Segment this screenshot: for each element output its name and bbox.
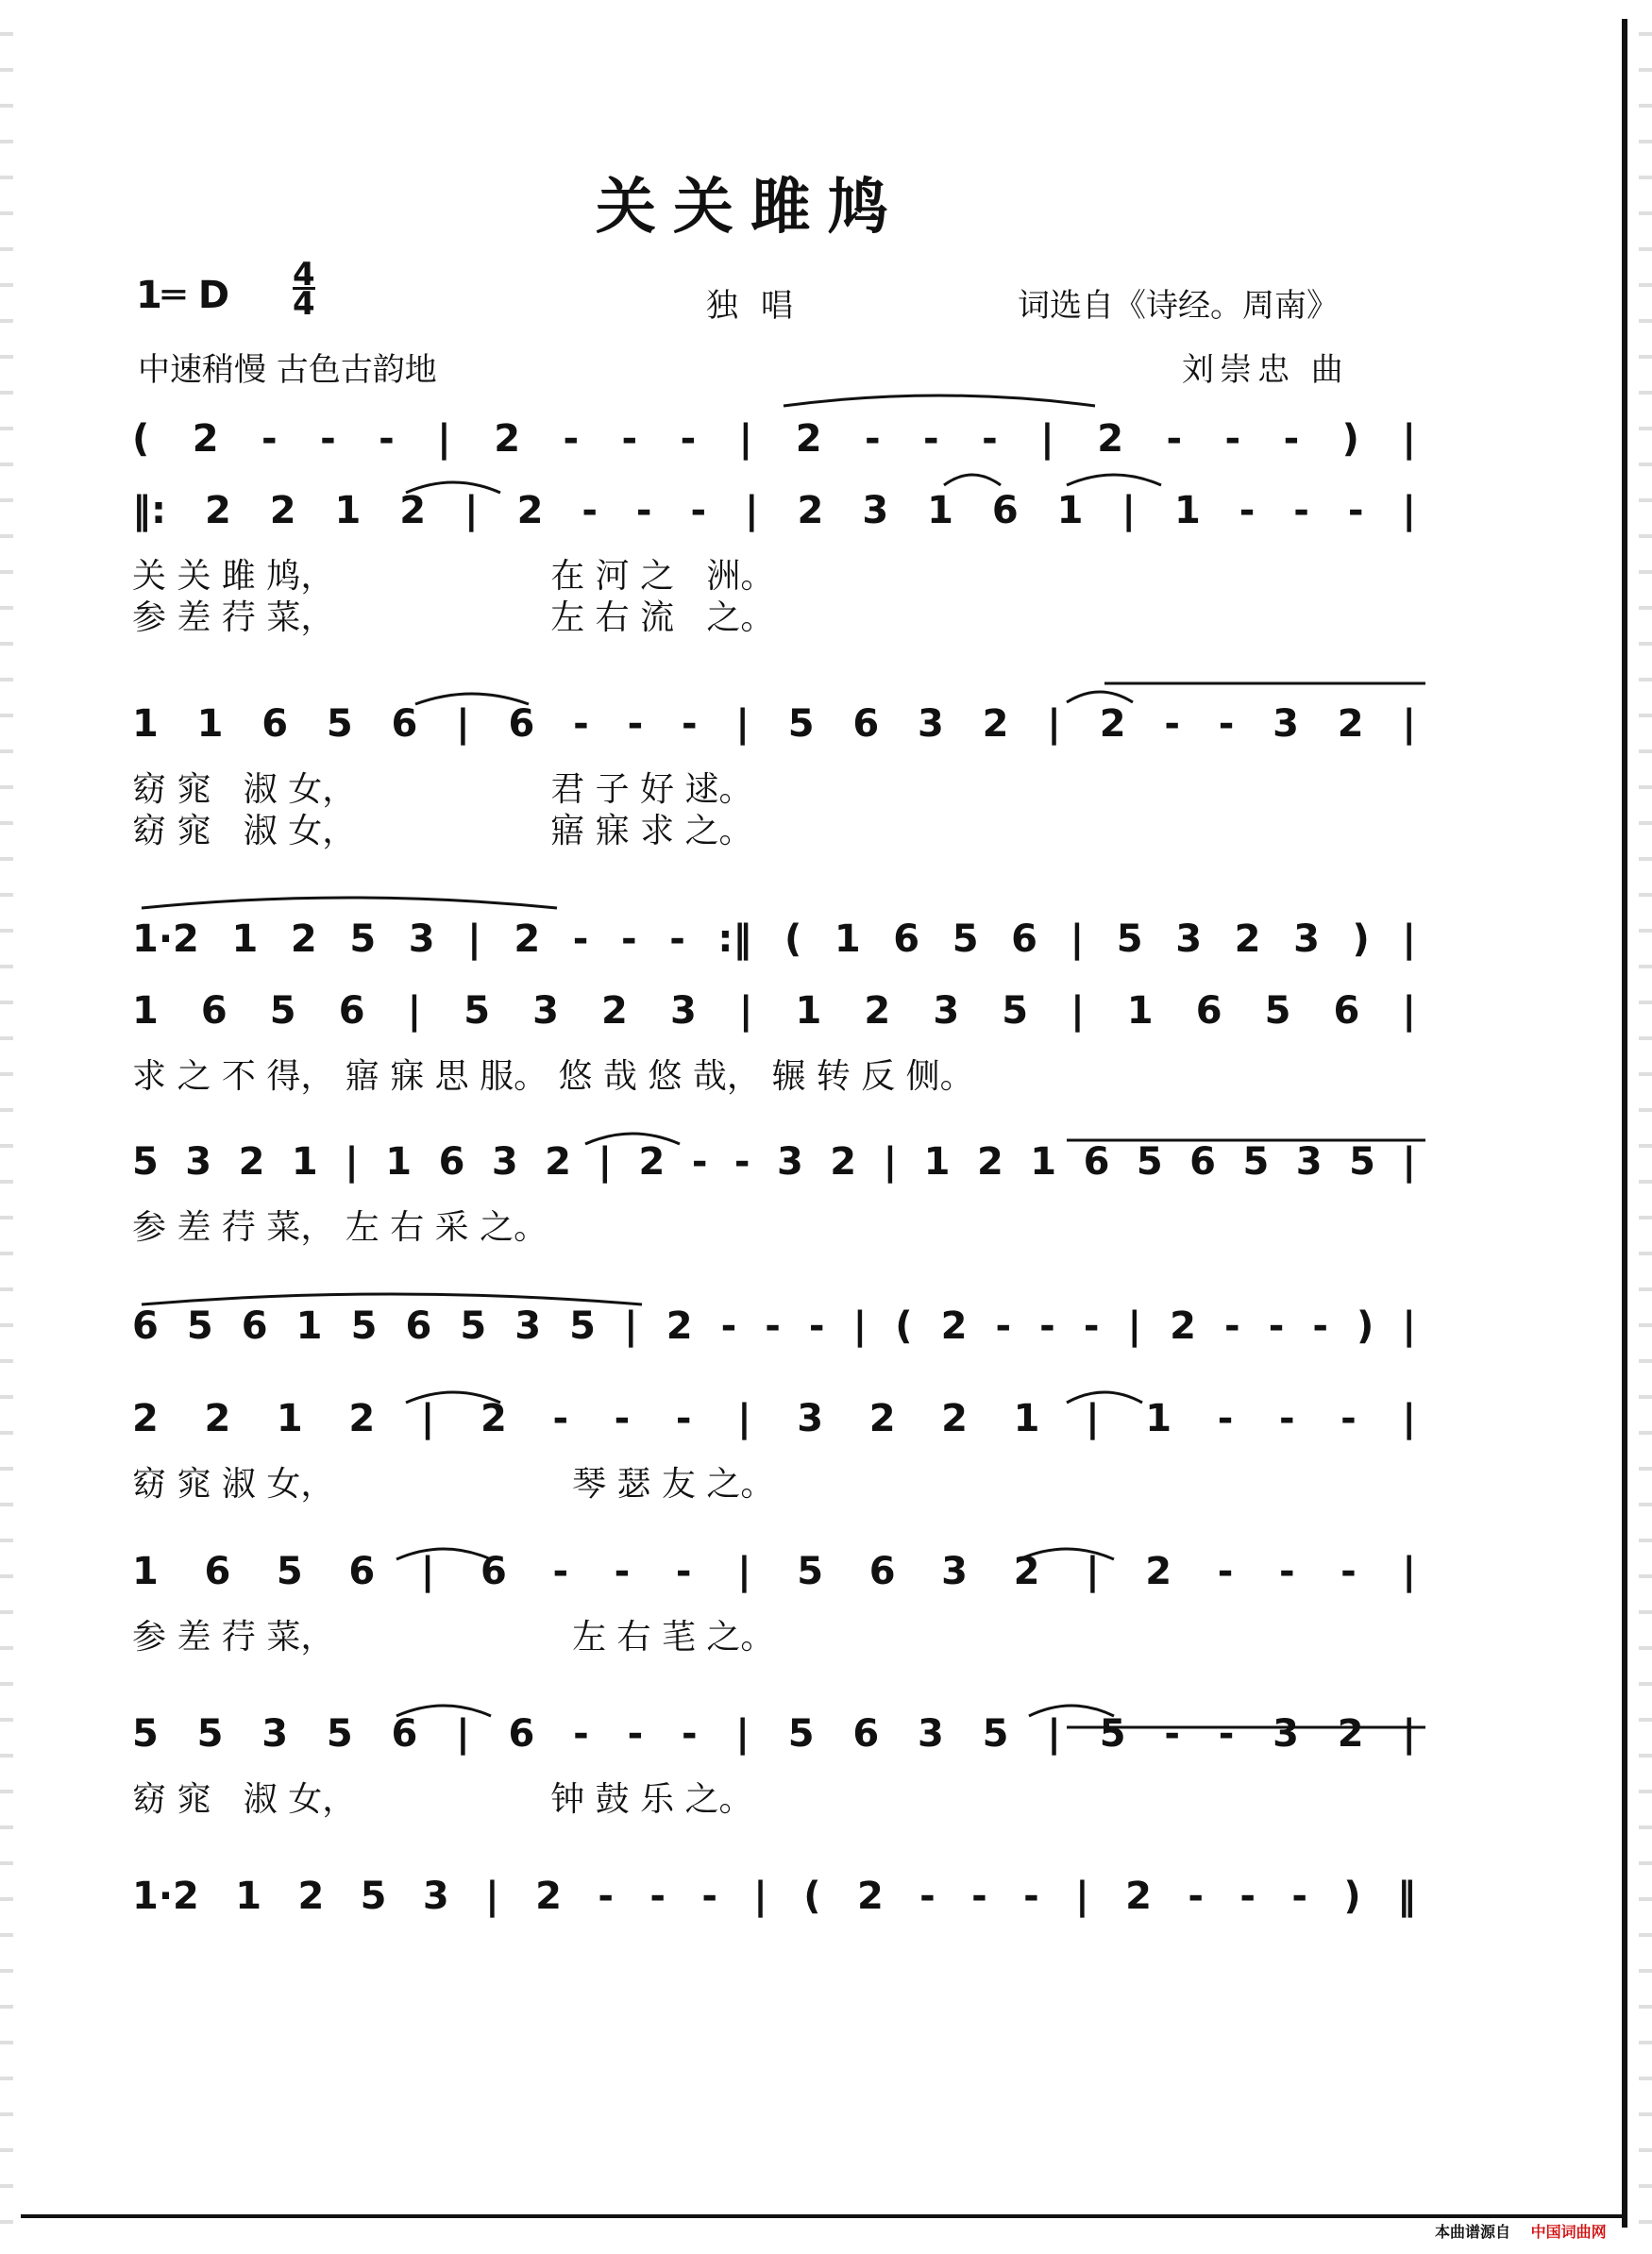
slur-arc — [142, 898, 557, 908]
lyric-line: 参 差 荇 菜， 左 右 芼 之。 — [132, 1618, 775, 1657]
notation-line: 2 2 1 2 | 2 - - - | 3 2 2 1 | 1 - - - | — [132, 1397, 1416, 1440]
key-signature: 1═ D — [136, 274, 230, 317]
lyric-line: 关 关 雎 鸠， 在 河 之 洲。 — [132, 557, 775, 596]
lyric-line: 窈 窕 淑 女， 钟 鼓 乐 之。 — [132, 1780, 753, 1819]
slur-arc — [1020, 1549, 1114, 1559]
lyric-line: 窈 窕 淑 女， 琴 瑟 友 之。 — [132, 1465, 775, 1504]
slur-arc — [1067, 475, 1161, 485]
slur-arc — [1067, 692, 1133, 702]
notation-line: 1·2 1 2 5 3 | 2 - - - | ( 2 - - - | 2 - - - ) ‖ — [132, 1875, 1416, 1918]
performance-type: 独唱 — [706, 287, 816, 325]
meter-numerator: 4 — [293, 256, 315, 294]
notation-line: ‖: 2 2 1 2 | 2 - - - | 2 3 1 6 1 | 1 - - - | — [132, 489, 1416, 532]
slur-arc — [585, 1134, 680, 1144]
notation-line: 6 5 6 1 5 6 5 3 5 | 2 - - - | ( 2 - - - | 2 - - - ) | — [132, 1304, 1416, 1348]
notation-line: 5 3 2 1 | 1 6 3 2 | 2 - - 3 2 | 1 2 1 6 5 6 5 3 5 | — [132, 1140, 1416, 1184]
slur-arc — [406, 482, 500, 493]
lyric-line: 窈 窕 淑 女， 寤 寐 求 之。 — [132, 812, 753, 850]
notation-line: 1 6 5 6 | 6 - - - | 5 6 3 2 | 2 - - - | — [132, 1550, 1416, 1593]
notation-line: ( 2 - - - | 2 - - - | 2 - - - | 2 - - - ) | — [132, 417, 1416, 461]
slur-arc — [1029, 1706, 1114, 1716]
song-title: 关关雎鸠 — [596, 173, 905, 243]
slur-arc — [396, 1549, 491, 1559]
notation-line: 1 1 6 5 6 | 6 - - - | 5 6 3 2 | 2 - - 3 2 | — [132, 702, 1416, 746]
tempo-marking: 中速稍慢 古色古韵地 — [138, 351, 437, 389]
slur-arc — [406, 1392, 500, 1403]
footer-source-text: 本曲谱源自 — [1435, 2223, 1511, 2241]
notation-line: 5 5 3 5 6 | 6 - - - | 5 6 3 5 | 5 - - 3 2 | — [132, 1712, 1416, 1756]
slur-arc — [944, 475, 1001, 485]
lyric-line: 参 差 荇 菜， 左 右 采 之。 — [132, 1208, 548, 1247]
lyric-line: 窈 窕 淑 女， 君 子 好 逑。 — [132, 770, 753, 809]
footer-site-name: 中国词曲网 — [1530, 2223, 1607, 2241]
slur-arc — [415, 694, 529, 704]
slur-arc — [142, 1294, 642, 1304]
notation-line: 1 6 5 6 | 5 3 2 3 | 1 2 3 5 | 1 6 5 6 | — [132, 989, 1416, 1033]
lyricist-credit: 词选自《诗经。周南》 — [1018, 287, 1339, 325]
slur-arc — [1067, 1392, 1142, 1403]
slur-arc — [784, 395, 1095, 406]
lyric-line: 参 差 荇 菜， 左 右 流 之。 — [132, 598, 775, 637]
slur-arc — [396, 1706, 491, 1716]
meter-denominator: 4 — [293, 285, 315, 323]
notation-line: 1·2 1 2 5 3 | 2 - - - :‖ ( 1 6 5 6 | 5 3 2 3 ) | — [132, 917, 1416, 961]
composer-credit: 刘崇忠 曲 — [1182, 351, 1349, 389]
lyric-line: 求 之 不 得， 寤 寐 思 服。 悠 哉 悠 哉， 辗 转 反 侧。 — [132, 1057, 974, 1096]
